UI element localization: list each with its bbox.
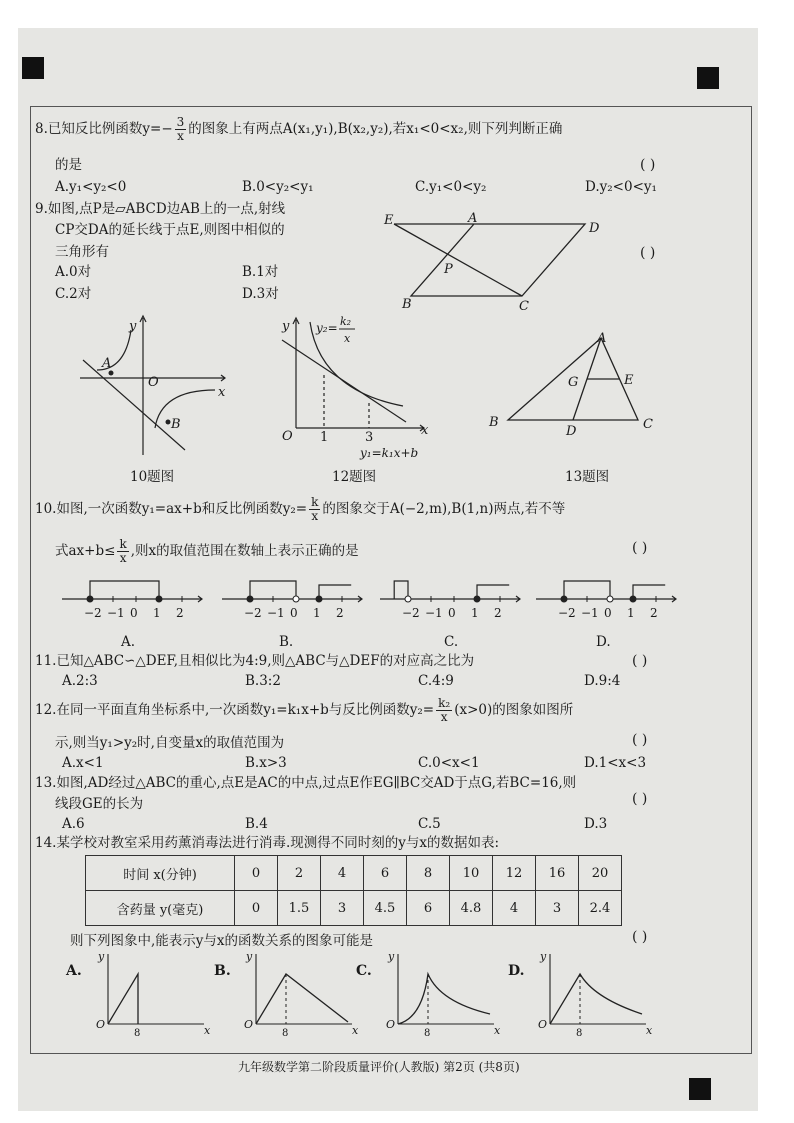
q14-time-cell: 12 (493, 856, 536, 891)
q14-origin: O (244, 1018, 254, 1031)
q14-time-cell: 2 (278, 856, 321, 891)
number-line-tick-label: −2 (558, 606, 576, 620)
q14-function-curve (550, 974, 642, 1024)
number-line-d (536, 581, 676, 620)
q14-option-label: A. (66, 963, 82, 979)
q10-option-b: B. (279, 634, 294, 650)
q14-graph-c (356, 950, 501, 1039)
q8-stem: 8.已知反比例函数y=− $\frac{3}{x}$ 的图象上有两点A(x₁,y₁),B(x₂,y₂),若x₁<0<x₂,则下列判断正确 (35, 115, 563, 143)
q14-x-label: x (204, 1024, 211, 1037)
q8-answer-paren: ( ) (640, 157, 656, 173)
q8-option-a: A.y₁<y₂<0 (55, 179, 127, 195)
q14-row-time (86, 856, 622, 891)
fig12-line-label: y₁=k₁x+b (360, 446, 419, 460)
q9-option-d: D.3对 (242, 286, 279, 302)
fig10-x-label: x (218, 385, 226, 400)
q8-stem-cont: 的是 (55, 157, 82, 173)
q14-time-cell: 0 (235, 856, 278, 891)
fig10-point-a: A (102, 356, 112, 371)
q8-option-d: D.y₂<0<y₁ (585, 179, 657, 195)
q14-amount-cell: 4.8 (450, 891, 493, 926)
q12-answer-paren: ( ) (632, 732, 648, 748)
fig13-label-d: D (566, 424, 577, 439)
q12-option-b: B.x>3 (245, 755, 287, 771)
q12-fraction: $\frac{\text{k₂}}{x}$ (438, 696, 451, 724)
fig12-origin: O (282, 429, 293, 444)
fig10-caption: 10题图 (130, 469, 175, 485)
q10-option-a: A. (121, 634, 136, 650)
q14-row-time-header: 时间 x(分钟) (86, 856, 235, 891)
q11-stem: 11.已知△ABC∽△DEF,且相似比为4:9,则△ABC与△DEF的对应高之比为 (35, 653, 475, 669)
q9-label-e: E (384, 213, 394, 228)
q9-line-2: CP交DA的延长线于点E,则图中相似的 (55, 222, 285, 238)
q14-y-label: y (540, 950, 547, 963)
q14-time-cell: 20 (579, 856, 622, 891)
endpoint-dot (87, 596, 93, 602)
number-line-tick-label: 0 (290, 606, 298, 620)
q11-answer-paren: ( ) (632, 653, 648, 669)
endpoint-dot (247, 596, 253, 602)
fig13-label-c: C (643, 417, 653, 432)
endpoint-dot (474, 596, 480, 602)
q13-option-b: B.4 (245, 816, 268, 832)
fig12-y-label: y (282, 319, 290, 334)
fig10-origin: O (148, 375, 159, 390)
q10-option-c: C. (444, 634, 459, 650)
fig12-curve-numerator: k₂ (340, 315, 352, 328)
q9-option-c: C.2对 (55, 286, 92, 302)
q13-line-1: 13.如图,AD经过△ABC的重心,点E是AC的中点,过点E作EG∥BC交AD于点G,若BC=16,则 (35, 775, 577, 791)
q11-option-c: C.4:9 (418, 673, 454, 689)
q14-time-cell: 10 (450, 856, 493, 891)
fig10-graph (75, 310, 235, 480)
number-line-tick-label: 2 (650, 606, 658, 620)
number-line-tick-label: 1 (471, 606, 479, 620)
q14-option-label: C. (356, 963, 372, 979)
q14-function-curve (256, 974, 348, 1024)
q14-graph-d (508, 950, 653, 1039)
endpoint-dot (630, 596, 636, 602)
q14-x-label: x (646, 1024, 653, 1037)
q10-option-d: D. (596, 634, 611, 650)
fig13-label-a: A (597, 331, 607, 346)
q14-amount-cell: 0 (235, 891, 278, 926)
q14-time-cell: 4 (321, 856, 364, 891)
corner-mark-top-right (697, 67, 719, 89)
fig12-curve-denominator: x (344, 332, 351, 345)
q12-option-c: C.0<x<1 (418, 755, 480, 771)
fig13-caption: 13题图 (565, 469, 610, 485)
q14-graph-b (214, 950, 359, 1039)
q13-option-a: A.6 (62, 816, 85, 832)
fig12-caption: 12题图 (332, 469, 377, 485)
q14-origin: O (538, 1018, 548, 1031)
q14-question: 则下列图象中,能表示y与x的函数关系的图象可能是 (70, 933, 374, 949)
number-line-tick-label: −1 (267, 606, 285, 620)
q9-label-p: P (444, 262, 453, 277)
number-line-tick-label: 2 (336, 606, 344, 620)
solution-bracket (319, 585, 351, 599)
q9-label-d: D (589, 221, 600, 236)
q14-function-curve (398, 974, 490, 1024)
fig10-point-b: B (171, 417, 181, 432)
q12-stem-cont: 示,则当y₁>y₂时,自变量x的取值范围为 (55, 735, 285, 751)
fig12-x-label: x (421, 423, 429, 438)
endpoint-dot (607, 596, 613, 602)
q9-parallelogram-figure (380, 212, 620, 312)
number-line-tick-label: 0 (448, 606, 456, 620)
number-line-tick-label: −1 (425, 606, 443, 620)
number-line-tick-label: −2 (244, 606, 262, 620)
q8-option-b: B.0<y₂<y₁ (242, 179, 314, 195)
q14-time-cell: 16 (536, 856, 579, 891)
number-line-tick-label: −2 (402, 606, 420, 620)
fig12-curve-label: y₂= (316, 321, 338, 335)
number-line-tick-label: 0 (604, 606, 612, 620)
q14-amount-cell: 4 (493, 891, 536, 926)
number-line-tick-label: 1 (153, 606, 161, 620)
fig12-graph (278, 310, 448, 460)
q14-data-table (85, 855, 622, 926)
number-line-tick-label: −1 (581, 606, 599, 620)
fig13-triangle (486, 330, 666, 440)
q10-fraction-2: $\frac{k}{x}$ (119, 537, 127, 565)
q14-amount-cell: 3 (536, 891, 579, 926)
q14-origin: O (96, 1018, 106, 1031)
number-line-tick-label: 2 (494, 606, 502, 620)
q13-answer-paren: ( ) (632, 791, 648, 807)
q14-graph-a (65, 950, 211, 1039)
q14-x-label: x (352, 1024, 359, 1037)
number-line-b (222, 581, 362, 620)
q14-row-amount-header: 含药量 y(毫克) (86, 891, 235, 926)
q9-option-b: B.1对 (242, 264, 279, 280)
q14-tick-8: 8 (134, 1028, 141, 1039)
q14-amount-cell: 2.4 (579, 891, 622, 926)
q14-time-cell: 8 (407, 856, 450, 891)
q14-function-curve (108, 974, 138, 1024)
q11-option-d: D.9:4 (584, 673, 621, 689)
endpoint-dot (561, 596, 567, 602)
fig13-label-b: B (489, 415, 499, 430)
q10-fraction: $\frac{k}{x}$ (311, 495, 319, 523)
q10-stem: 10.如图,一次函数y₁=ax+b和反比例函数y₂= $\frac{k}{x}$ 的图象交于A(−2,m),B(1,n)两点,若不等 (35, 495, 566, 523)
number-line-a (62, 581, 202, 620)
q14-y-label: y (98, 950, 105, 963)
q14-tick-8: 8 (282, 1028, 289, 1039)
q11-option-b: B.3:2 (245, 673, 281, 689)
q12-option-d: D.1<x<3 (584, 755, 647, 771)
q14-amount-cell: 6 (407, 891, 450, 926)
q14-amount-cell: 4.5 (364, 891, 407, 926)
q12-stem: 12.在同一平面直角坐标系中,一次函数y₁=k₁x+b与反比例函数y₂= $\frac{\text{k₂}}{x}$ (x>0)的图象如图所 (35, 696, 574, 724)
q12-option-a: A.x<1 (62, 755, 104, 771)
fig13-label-g: G (568, 375, 579, 390)
q14-y-label: y (388, 950, 395, 963)
endpoint-dot (316, 596, 322, 602)
q14-option-label: B. (214, 963, 231, 979)
endpoint-dot (293, 596, 299, 602)
q13-option-c: C.5 (418, 816, 441, 832)
number-line-tick-label: −2 (84, 606, 102, 620)
solution-bracket (477, 585, 509, 599)
fig10-y-label: y (129, 319, 137, 334)
q14-tick-8: 8 (576, 1028, 583, 1039)
number-line-tick-label: 2 (176, 606, 184, 620)
q10-stem-cont: 式ax+b≤ $\frac{k}{x}$ ,则x的取值范围在数轴上表示正确的是 (55, 537, 359, 565)
solution-bracket (633, 585, 665, 599)
q8-fraction: $\frac{3}{x}$ (176, 115, 185, 143)
q14-option-label: D. (508, 963, 525, 979)
q14-y-label: y (246, 950, 253, 963)
q9-line-3: 三角形有 (55, 244, 109, 260)
solution-bracket (90, 581, 159, 599)
number-line-tick-label: −1 (107, 606, 125, 620)
q10-number-lines (62, 573, 682, 653)
q14-tick-8: 8 (424, 1028, 431, 1039)
q9-line-1: 9.如图,点P是▱ABCD边AB上的一点,射线 (35, 201, 286, 217)
number-line-tick-label: 1 (313, 606, 321, 620)
q14-row-amount (86, 891, 622, 926)
q10-answer-paren: ( ) (632, 540, 648, 556)
q13-line-2: 线段GE的长为 (55, 796, 144, 812)
q9-label-b: B (402, 297, 412, 312)
q9-label-c: C (519, 299, 529, 314)
q14-amount-cell: 1.5 (278, 891, 321, 926)
endpoint-dot (405, 596, 411, 602)
q11-option-a: A.2:3 (62, 673, 98, 689)
fig12-tick-1: 1 (320, 430, 329, 445)
q13-option-d: D.3 (584, 816, 608, 832)
q8-option-c: C.y₁<0<y₂ (415, 179, 487, 195)
q9-answer-paren: ( ) (640, 245, 656, 261)
q14-x-label: x (494, 1024, 501, 1037)
corner-mark-bottom-right (689, 1078, 711, 1100)
number-line-tick-label: 0 (130, 606, 138, 620)
q9-option-a: A.0对 (55, 264, 92, 280)
q14-amount-cell: 3 (321, 891, 364, 926)
q14-time-cell: 6 (364, 856, 407, 891)
q14-answer-paren: ( ) (632, 929, 648, 945)
q14-origin: O (386, 1018, 396, 1031)
q9-label-a: A (468, 211, 478, 226)
number-line-tick-label: 1 (627, 606, 635, 620)
fig12-tick-3: 3 (365, 430, 374, 445)
q14-stem: 14.某学校对教室采用药薰消毒法进行消毒.现测得不同时刻的y与x的数据如表: (35, 835, 500, 851)
page-footer: 九年级数学第二阶段质量评价(人教版) 第2页 (共8页) (238, 1060, 520, 1074)
q14-option-graphs (66, 948, 686, 1038)
number-line-c (380, 581, 520, 620)
endpoint-dot (156, 596, 162, 602)
fig13-label-e: E (624, 373, 634, 388)
corner-mark-top-left (22, 57, 44, 79)
